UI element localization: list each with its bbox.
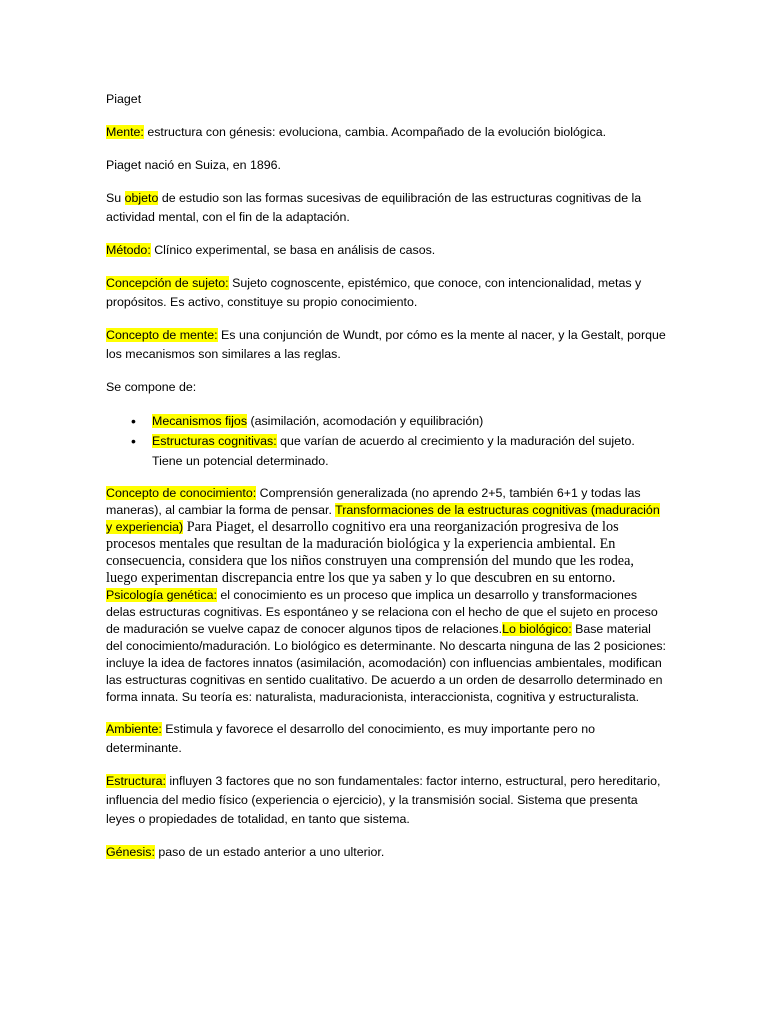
term-highlight: Psicología genética: [106, 588, 217, 602]
paragraph-sujeto [106, 274, 668, 312]
term-highlight: Génesis: [106, 845, 155, 859]
term-highlight: Concepto de mente: [106, 328, 218, 342]
paragraph-text: estructura con génesis: evoluciona, cambia. Acompañado de la evolución biológica. [143, 125, 607, 139]
document-title: Piaget [106, 92, 142, 106]
bullet-icon: • [131, 413, 136, 429]
list-item [106, 411, 668, 431]
paragraph-conocimiento [106, 485, 668, 706]
paragraph-text: Es una conjunción de Wundt, por cómo es la mente al nacer, y la Gestalt, porque los mecanismos son similares a las reglas. [106, 328, 666, 361]
paragraph-se-compone: Se compone de: [106, 380, 197, 394]
paragraph-text: de estudio son las formas sucesivas de equilibración de las estructuras cognitivas de la actividad mental, con el fin de la adaptación. [106, 191, 642, 224]
serif-text: Para Piaget, el desarrollo cognitivo era una reorganización progresiva de los procesos mentales que resultan de la maduración biológica y la experiencia ambiental. En consecuencia, considera que los niños construyen una comprensión del mundo que les rodea, luego experimentan discrepancia entre los que ya saben y lo que descubren en su entorno. [106, 519, 634, 586]
paragraph-mente [106, 123, 668, 142]
paragraph-text: Base material del conocimiento/maduración. Lo biológico es determinante. No descarta ninguna de las 2 posiciones: incluye la idea de factores innatos (asimilación, acomodación) con influencias ambientales, modifican las estructuras cognitivas en sentido cualitativo. De acuerdo a un orden de desarrollo determinado en forma innata. Su teoría es: naturalista, maduracionista, interaccionista, cognitiva y estructuralista. [106, 622, 666, 704]
list-item-text: (asimilación, acomodación y equilibración) [247, 414, 484, 428]
term-highlight: Concepción de sujeto: [106, 276, 229, 290]
term-highlight: Mecanismos fijos [152, 414, 248, 428]
paragraph-text: influyen 3 factores que no son fundamentales: factor interno, estructural, pero hereditario, influencia del medio físico (experiencia o ejercicio), y la transmisión social. Sistema que presenta leyes o propiedades de totalidad, en tanto que sistema. [106, 774, 661, 826]
bullet-list [106, 411, 668, 471]
paragraph-ambiente [106, 720, 668, 758]
paragraph-metodo [106, 241, 668, 260]
paragraph-concepto-mente [106, 326, 668, 364]
paragraph-text: Clínico experimental, se basa en análisis de casos. [150, 243, 436, 257]
paragraph-nacimiento: Piaget nació en Suiza, en 1896. [106, 158, 281, 172]
list-item [106, 431, 668, 471]
list-item-text: que varían de acuerdo al crecimiento y la maduración del sujeto. Tiene un potencial determinado. [152, 434, 635, 468]
paragraph-text: el conocimiento es un proceso que implica un desarrollo y transformaciones delas estructuras cognitivas. Es espontáneo y se relaciona con el hecho de que el sujeto en proceso de maduración se vuelve capaz de conocer algunos tipos de relaciones. [106, 588, 658, 636]
term-highlight: Lo biológico: [502, 622, 572, 636]
paragraph-text: Sujeto cognoscente, epistémico, que conoce, con intencionalidad, metas y propósitos. Es activo, constituye su propio conocimiento. [106, 276, 642, 309]
term-highlight: objeto [124, 191, 159, 205]
term-highlight: Transformaciones de la estructuras cognitivas (maduración y experiencia) [106, 503, 660, 534]
paragraph-objeto: Su objeto de estudio son las formas sucesivas de equilibración de las estructuras cognitivas de la actividad mental, con el fin de la adaptación. [106, 191, 642, 224]
paragraph-estructura [106, 772, 668, 829]
paragraph-text: Estimula y favorece el desarrollo del conocimiento, es muy importante pero no determinante. [106, 722, 595, 755]
bullet-icon: • [131, 433, 136, 449]
term-highlight: Estructuras cognitivas: [152, 434, 277, 448]
paragraph-text: paso de un estado anterior a uno ulterior. [154, 845, 385, 859]
term-highlight: Método: [106, 243, 151, 257]
paragraph-text: Comprensión generalizada (no aprendo 2+5, también 6+1 y todas las maneras), al cambiar la forma de pensar. [106, 486, 641, 517]
term-highlight: Estructura: [106, 774, 166, 788]
paragraph-genesis [106, 843, 668, 862]
term-highlight: Concepto de conocimiento: [106, 486, 257, 500]
term-highlight: Ambiente: [106, 722, 162, 736]
term-highlight: Mente: [106, 125, 144, 139]
